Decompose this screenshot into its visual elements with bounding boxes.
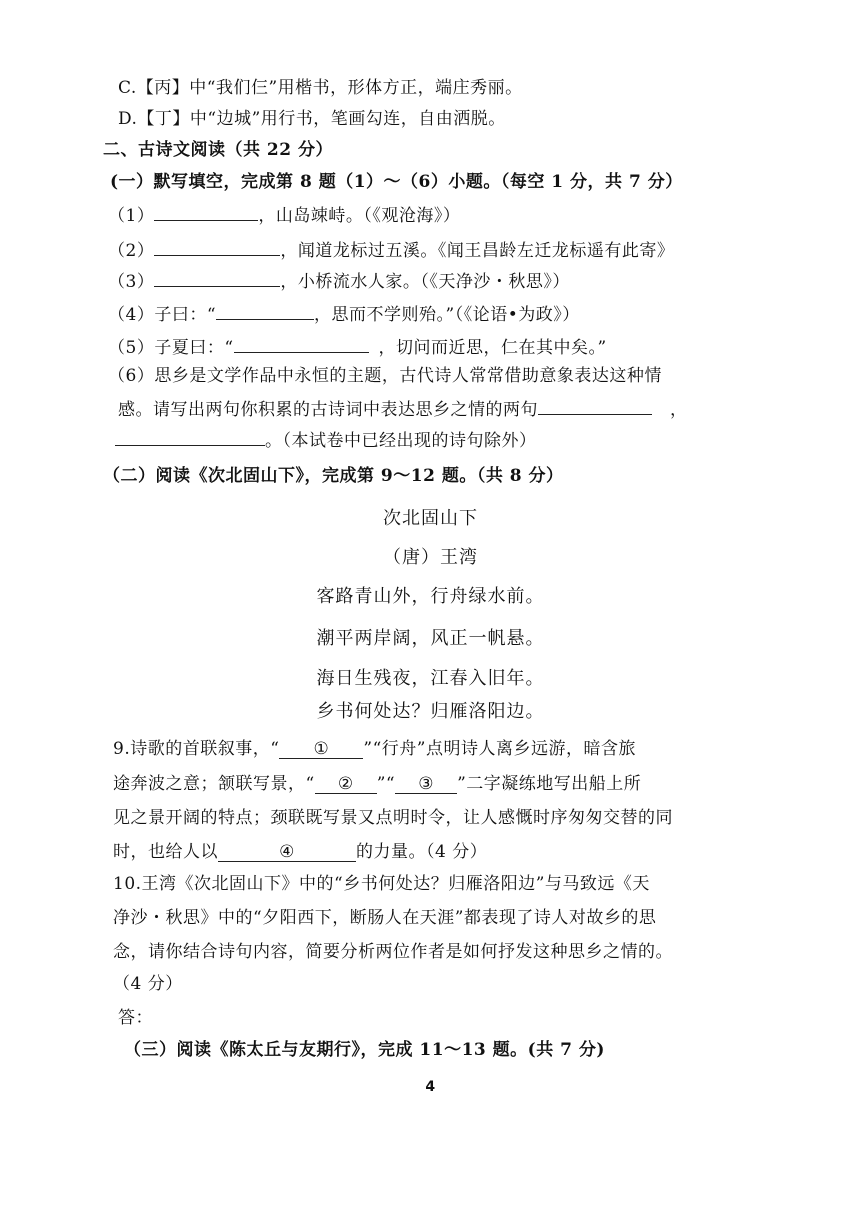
question-text: ，闻道龙标过五溪。《闻王昌龄左迁龙标遥有此寄》	[280, 241, 675, 261]
poem-line: 海日生残夜，江春入旧年。	[316, 668, 545, 689]
question-8-6-line1: （6）思乡是文学作品中永恒的主题，古代诗人常常借助意象表达这种情	[108, 366, 662, 386]
part3-title: （三）阅读《陈太丘与友期行》，完成 11～13 题。(共 7 分)	[124, 1040, 605, 1060]
question-text: （4）子曰：“	[108, 305, 217, 325]
question-text: ，	[670, 400, 688, 420]
question-9-line1	[113, 737, 636, 761]
section-title: 二、古诗文阅读（共 22 分）	[103, 140, 333, 160]
question-text: ”“行舟”点明诗人离乡远游，暗含旅	[363, 739, 636, 759]
answer-label: 答：	[118, 1008, 153, 1028]
answer-blank-4[interactable]: ④	[218, 843, 356, 862]
poem-author: （唐）王湾	[383, 547, 478, 568]
question-text: （5）子夏曰：“	[108, 338, 234, 358]
option-d: D.【丁】中“边城”用行书，笔画勾连，自由洒脱。	[118, 109, 506, 129]
poem-title: 次北固山下	[383, 508, 478, 529]
question-10-line1: 10.王湾《次北固山下》中的“乡书何处达？归雁洛阳边”与马致远《天	[113, 874, 650, 894]
part2-title: （二）阅读《次北固山下》，完成第 9～12 题。（共 8 分）	[103, 466, 564, 486]
question-text: ”二字凝练地写出船上所	[457, 774, 642, 794]
answer-blank[interactable]	[216, 301, 314, 320]
answer-blank[interactable]	[154, 202, 258, 221]
question-text: ，切问而近思，仁在其中矣。”	[378, 338, 607, 358]
question-9-line3: 见之景开阔的特点；颈联既写景又点明时令，让人感慨时序匆匆交替的同	[113, 808, 673, 828]
question-10-line2: 净沙・秋思》中的“夕阳西下，断肠人在天涯”都表现了诗人对故乡的思	[113, 908, 657, 928]
question-text: 9.诗歌的首联叙事，“	[113, 739, 280, 759]
answer-blank-2[interactable]: ②	[315, 775, 377, 794]
question-text: 的力量。（4 分）	[356, 842, 488, 862]
answer-blank[interactable]	[154, 268, 280, 287]
question-text: ，山岛竦峙。（《观沧海》）	[258, 206, 461, 226]
question-text: 时，也给人以	[113, 842, 218, 862]
answer-blank[interactable]	[234, 334, 369, 353]
option-c: C.【丙】中“我们仨”用楷书，形体方正，端庄秀丽。	[118, 78, 523, 98]
question-8-6-line3	[115, 427, 537, 453]
answer-blank[interactable]	[115, 427, 265, 446]
answer-blank-1[interactable]: ①	[279, 740, 363, 759]
part1-title: (一）默写填空，完成第 8 题（1）～（6）小题。（每空 1 分，共 7 分）	[110, 172, 683, 192]
answer-blank[interactable]	[154, 237, 280, 256]
question-10-line3: 念，请你结合诗句内容，简要分析两位作者是如何抒发这种思乡之情的。	[113, 942, 673, 962]
question-number: （2）	[108, 241, 155, 261]
question-number: （3）	[108, 272, 155, 292]
question-9-line4	[113, 840, 487, 864]
question-8-2	[108, 237, 674, 263]
poem-line: 客路青山外，行舟绿水前。	[316, 586, 545, 607]
poem-line: 潮平两岸阔，风正一帆悬。	[316, 628, 545, 649]
question-text: 途奔波之意；颔联写景，“	[113, 774, 315, 794]
question-text: 。（本试卷中已经出现的诗句除外）	[265, 431, 537, 451]
question-10-line4: （4 分）	[113, 974, 183, 994]
answer-blank-3[interactable]: ③	[395, 775, 457, 794]
poem-line: 乡书何处达？归雁洛阳边。	[316, 701, 545, 722]
question-text: ”“	[376, 774, 396, 794]
question-8-5	[108, 334, 607, 360]
question-text: ，思而不学则殆。”（《论语•为政》）	[314, 305, 580, 325]
question-text: 感。请写出两句你积累的古诗词中表达思乡之情的两句	[118, 400, 538, 420]
answer-blank[interactable]	[538, 396, 652, 415]
page-number: 4	[425, 1079, 436, 1095]
question-number: （1）	[108, 206, 155, 226]
question-9-line2	[113, 772, 641, 796]
question-8-6-line2	[118, 396, 688, 422]
question-8-4	[108, 301, 580, 327]
question-8-1	[108, 202, 460, 228]
question-8-3	[108, 268, 570, 294]
question-text: ，小桥流水人家。（《天净沙・秋思》）	[280, 272, 570, 292]
